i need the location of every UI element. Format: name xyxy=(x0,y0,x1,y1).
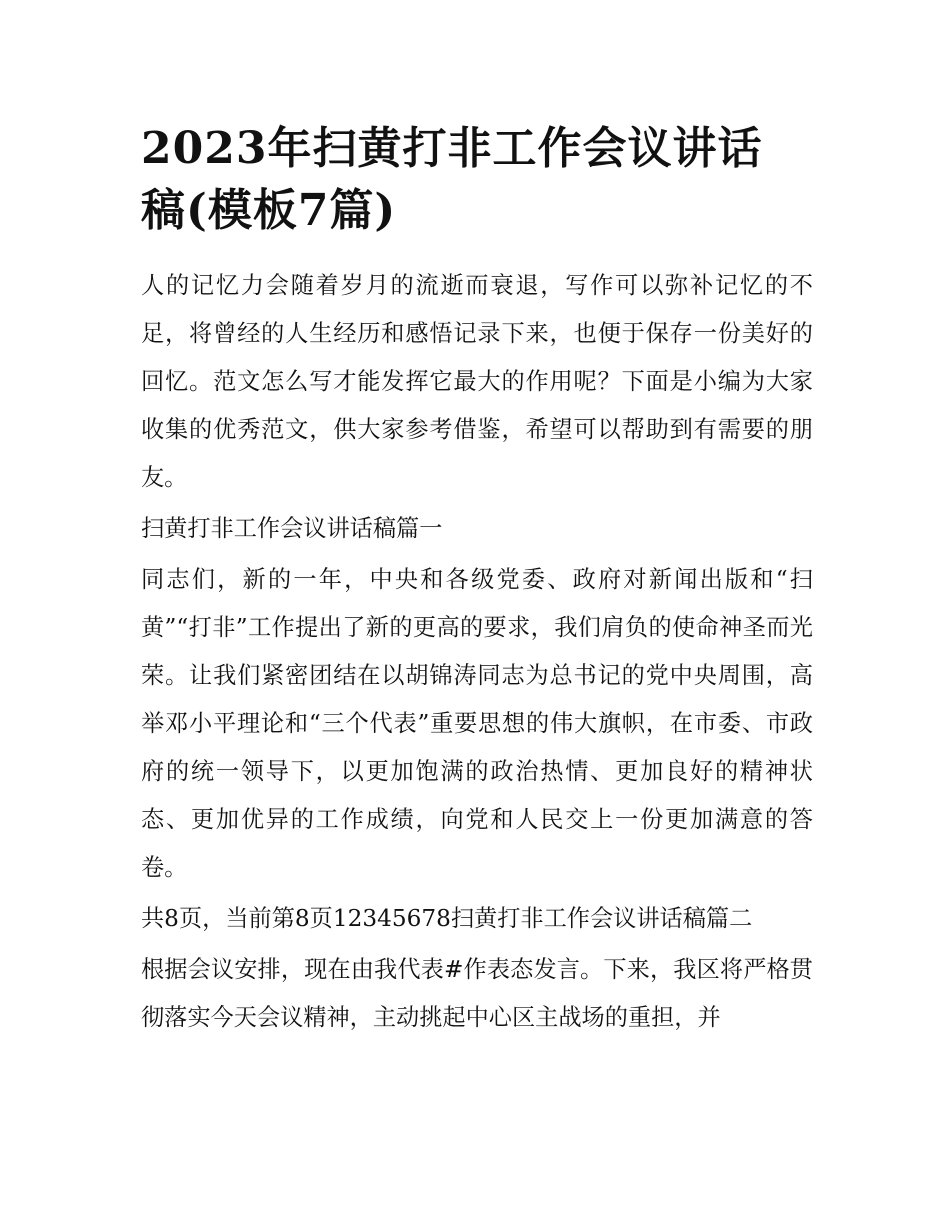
intro-paragraph: 人的记忆力会随着岁月的流逝而衰退，写作可以弥补记忆的不足，将曾经的人生经历和感悟记录下来，也便于保存一份美好的回忆。范文怎么写才能发挥它最大的作用呢？下面是小编为大家收集的优秀范文，供大家参考借鉴，希望可以帮助到有需要的朋友。 xyxy=(141,272,813,491)
section-1-paragraph: 同志们，新的一年，中央和各级党委、政府对新闻出版和“扫黄”“打非”工作提出了新的更高的要求，我们肩负的使命神圣而光荣。让我们紧密团结在以胡锦涛同志为总书记的党中央周围，高举邓小平理论和“三个代表”重要思想的伟大旗帜，在市委、市政府的统一领导下，以更加饱满的政治热情、更加良好的精神状态、更加优异的工作成绩，向党和人民交上一份更加满意的答卷。 xyxy=(141,566,813,881)
section-1-heading: 扫黄打非工作会议讲话稿篇一 xyxy=(141,515,443,542)
document-page xyxy=(141,118,813,1042)
title-line-1: 2023年扫黄打非工作会议讲话 xyxy=(141,123,763,174)
pagination-line: 共8页，当前第8页12345678扫黄打非工作会议讲话稿篇二 xyxy=(141,905,753,932)
section-2-paragraph: 根据会议安排，现在由我代表#作表态发言。下来，我区将严格贯彻落实今天会议精神，主动挑起中心区主战场的重担，并 xyxy=(141,956,813,1031)
document-body xyxy=(141,262,813,1042)
document-title xyxy=(141,118,813,242)
title-line-2: 稿(模板7篇) xyxy=(141,185,397,236)
